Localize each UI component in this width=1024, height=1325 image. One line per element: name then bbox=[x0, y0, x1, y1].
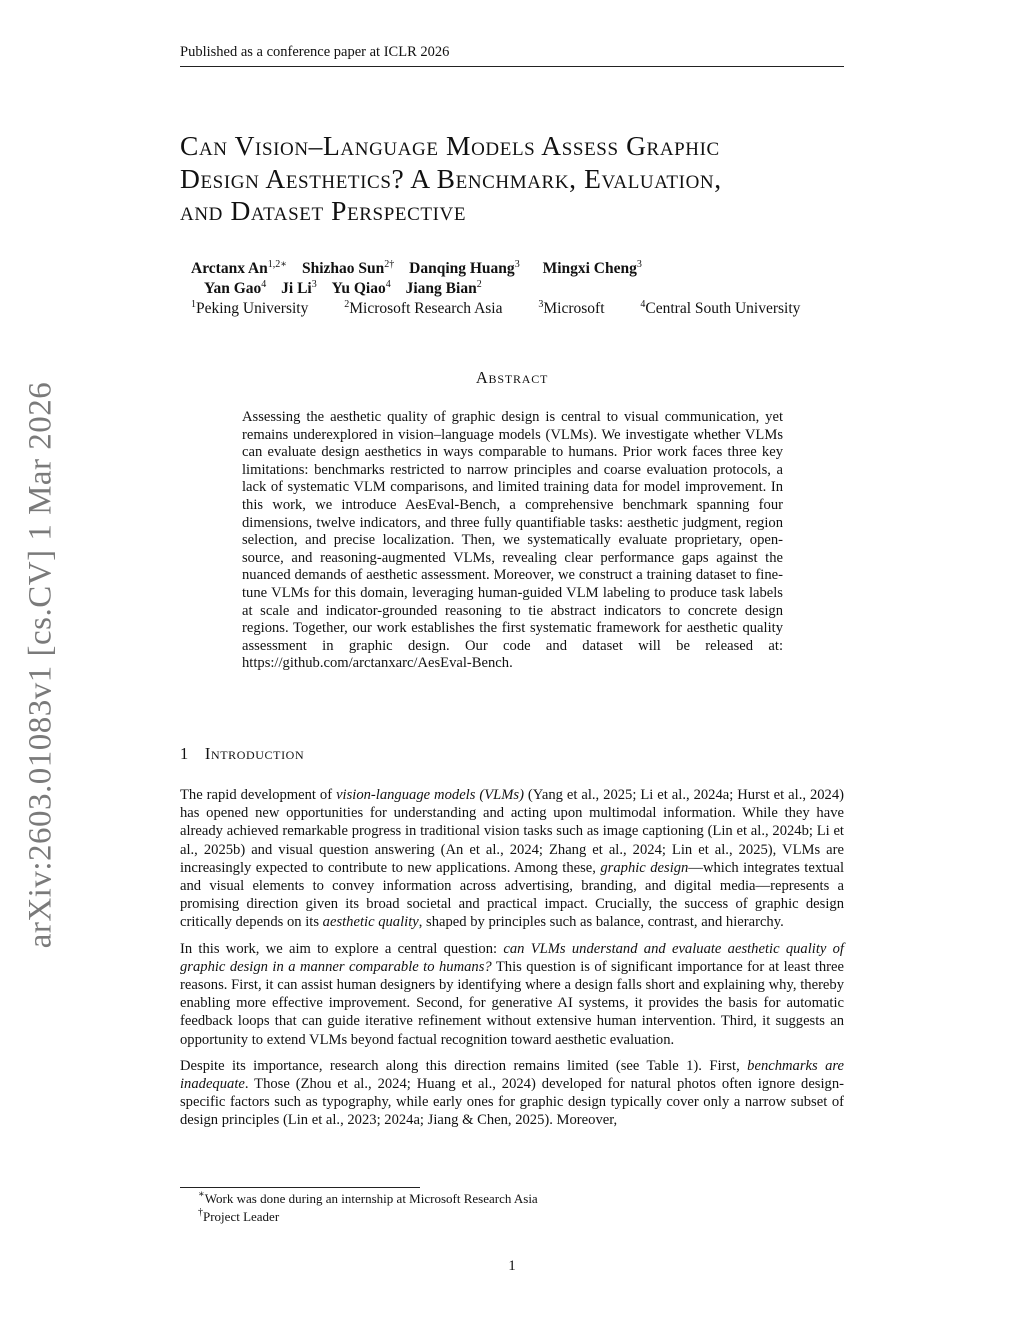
paper-title bbox=[180, 130, 846, 228]
author: Yu Qiao$^4$ bbox=[331, 279, 391, 297]
affiliation: $^1$Peking University bbox=[191, 299, 309, 317]
author-block bbox=[180, 259, 880, 319]
author: Mingxi Cheng$^3$ bbox=[542, 259, 642, 277]
author: Shizhao Sun$^{2\dagger}$ bbox=[301, 259, 395, 277]
arxiv-stamp: arXiv:2603.01083v1 [cs.CV] 1 Mar 2026 bbox=[22, 381, 59, 949]
title-line-3: and Dataset Perspective bbox=[180, 195, 467, 226]
author: Jiang Bian$^2$ bbox=[405, 279, 482, 297]
author: Yan Gao$^4$ bbox=[204, 279, 267, 297]
affiliation: $^3$Microsoft bbox=[538, 299, 605, 317]
paragraph: Despite its importance, research along this direction remains limited (see Table 1). First, benchmarks are inadequate. Those (Zhou et al., 2024; Huang et al., 2024) developed for natural photos often ignore design-specific factors such as typography, while early ones for graphic design typically cover only a narrow subset of design principles (Lin et al., 2023; 2024a; Jiang & Chen, 2025). Moreover, bbox=[180, 1057, 845, 1129]
affiliations bbox=[180, 299, 880, 319]
footnote: †Project Leader bbox=[198, 1207, 280, 1224]
title-line-2: Design Aesthetics? A Benchmark, Evaluation, bbox=[180, 162, 722, 194]
author-line-1 bbox=[180, 259, 880, 279]
body-text bbox=[180, 786, 844, 1138]
section-number: 1 bbox=[180, 744, 189, 763]
page-number: 1 bbox=[508, 1258, 516, 1274]
paragraph: The rapid development of vision-language models (VLMs) (Yang et al., 2025; Li et al., 2024a; Hurst et al., 2024) has opened new opportunities for understanding and acting upon multimodal information. While they have already achieved remarkable progress in traditional vision tasks such as image captioning (Lin et al., 2024b; Li et al., 2025b) and visual question answering (An et al., 2024; Zhang et al., 2024; Lin et al., 2025), VLMs are increasingly expected to contribute to new applications. Among these, graphic design—which integrates textual and visual elements to convey information across advertising, branding, and digital media—represents a promising direction given its broad societal and practical impact. Crucially, the success of graphic design critically depends on its aesthetic quality, shaped by principles such as balance, contrast, and hierarchy. bbox=[180, 787, 844, 931]
footnote-divider bbox=[180, 1187, 420, 1188]
author-line-2 bbox=[180, 279, 880, 299]
author: Ji Li$^3$ bbox=[281, 279, 317, 297]
affiliation: $^2$Microsoft Research Asia bbox=[344, 299, 503, 317]
footnote: ∗Work was done during an internship at Microsoft Research Asia bbox=[198, 1189, 538, 1206]
author: Danqing Huang$^3$ bbox=[409, 259, 520, 277]
section-title: Introduction bbox=[204, 744, 305, 763]
paragraph: In this work, we aim to explore a central question: can VLMs understand and evaluate aesthetic quality of graphic design in a manner comparable to humans? This question is of significant importance for at least three reasons. First, it can assist human designers by identifying where a design falls short and explaining why, thereby enabling more effective improvement. Second, for generative AI systems, it provides the basis for automatic feedback loops that can guide iterative refinement without extensive human intervention. Third, it suggests an opportunity to extend VLMs beyond factual recognition toward aesthetic evaluation. bbox=[180, 940, 844, 1048]
abstract-body: Assessing the aesthetic quality of graphic design is central to visual communication, yet remains underexplored in vision–language models (VLMs). We investigate whether VLMs can evaluate design aesthetics in ways comparable to humans. Prior work faces three key limitations: benchmarks restricted to narrow principles and coarse evaluation protocols, a lack of systematic VLM comparisons, and limited training data for model improvement. In this work, we introduce AesEval-Bench, a comprehensive benchmark spanning four dimensions, twelve indicators, and three fully quantifiable tasks: aesthetic judgment, region selection, and precise localization. Then, we systematically evaluate proprietary, open-source, and reasoning-augmented VLMs, revealing clear performance gaps against the nuanced demands of aesthetic assessment. Moreover, we construct a training dataset to fine-tune VLMs for this domain, leveraging human-guided VLM labeling to produce task labels at scale and indicator-grounded reasoning to tie abstract indicators to concrete design regions. Together, our work establishes the first systematic framework for aesthetic quality assessment in graphic design. Our code and dataset will be released at: https://github.com/arctanxarc/AesEval-Bench. bbox=[242, 409, 783, 672]
running-header: Published as a conference paper at ICLR 2026 bbox=[180, 44, 844, 67]
author: Arctanx $An^{1,2∗}$ bbox=[191, 259, 288, 277]
title-line-1: Can Vision–Language Models Assess Graphic bbox=[180, 130, 720, 161]
abstract-heading: Abstract bbox=[475, 368, 549, 387]
section-heading bbox=[180, 744, 304, 764]
footnotes bbox=[198, 1190, 538, 1226]
affiliation: $^4$Central South University bbox=[640, 299, 801, 317]
